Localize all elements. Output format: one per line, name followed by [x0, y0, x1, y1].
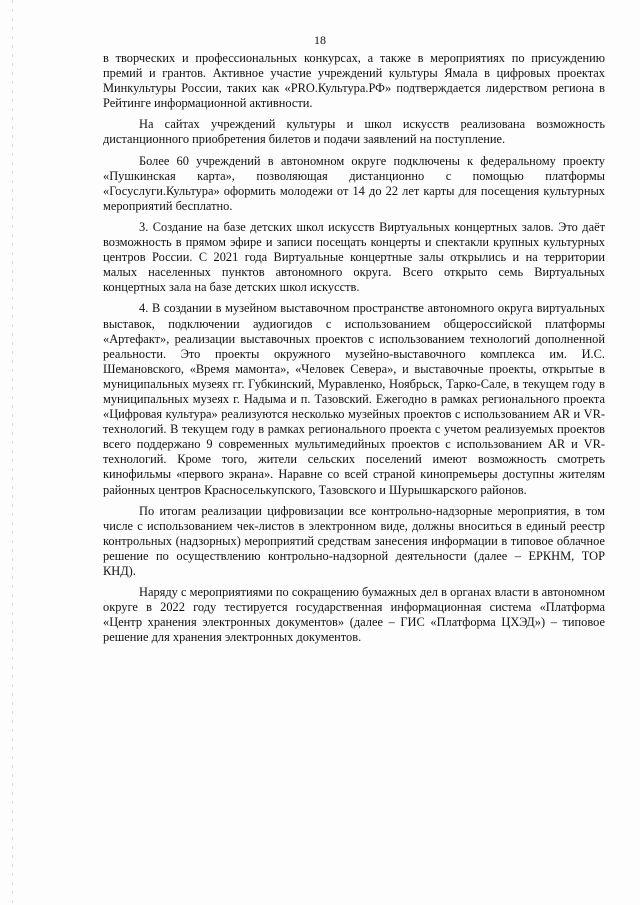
paragraph-7: Наряду с мероприятиями по сокращению бумажных дел в органах власти в автономном округе в 2022 году тестируется государственная информационная система «Платформа «Центр хранения электронных документов» (далее – ГИС «Платформа ЦХЭД») – типовое решение для хранения электронных документов.: [103, 585, 605, 645]
paragraph-6: По итогам реализации цифровизации все контрольно-надзорные мероприятия, в том числе с использованием чек-листов в электронном виде, должны вноситься в единый реестр контрольных (надзорных) мероприятий средствам занесения информации в типовое облачное решение по осуществлению контрольно-надзорной деятельности (далее – ЕРКНМ, ТОР КНД).: [103, 503, 605, 578]
paragraph-2: На сайтах учреждений культуры и школ искусств реализована возможность дистанционного приобретения билетов и подачи заявлений на поступление.: [103, 117, 605, 147]
paragraph-4: 3. Создание на базе детских школ искусств Виртуальных концертных залов. Это даёт возможность в прямом эфире и записи посещать концерты и спектакли крупных культурных центров России. С 2021 года Виртуальные концертные залы открылись и на территории малых населенных пунктов автономного округа. Всего открыто семь Виртуальных концертных зала на базе детских школ искусств.: [103, 219, 605, 295]
paragraph-1: в творческих и профессиональных конкурсах, а также в мероприятиях по присуждению премий и грантов. Активное участие учреждений культуры Ямала в цифровых проектах Минкультуры России, таких как «PRO.Культура.РФ» подтверждается лидерством региона в Рейтинге информационной активности.: [103, 51, 605, 111]
body-text: [103, 51, 605, 651]
paragraph-5: 4. В создании в музейном выставочном пространстве автономного округа виртуальных выставок, подключении аудиогидов с использованием общероссийской платформы «Артефакт», реализации выставочных проектов с использованием технологий дополненной реальности. Это проекты окружного музейно-выставочного комплекса им. И.С. Шемановского, «Время мамонта», «Человек Севера», и выставочные проекты, открытые в муниципальных музеях гг. Губкинский, Муравленко, Ноябрьск, Тарко-Сале, в текущем году в муниципальных музеях г. Надыма и п. Тазовский. Ежегодно в рамках регионального проекта «Цифровая культура» реализуются несколько музейных проектов с использованием AR и VR-технологий. В текущем году в рамках регионального проекта с учетом реализуемых проектов всего поддержано 9 современных мультимедийных проектов с использованием AR и VR-технологий. Кроме того, жители сельских поселений имеют возможность смотреть кинофильмы «первого экрана». Наравне со всей страной кинопремьеры доступны жителям районных центров Красноселькупского, Тазовского и Шурышкарского районов.: [103, 301, 605, 497]
page-number: 18: [314, 33, 326, 47]
paragraph-3: Более 60 учреждений в автономном округе подключены к федеральному проекту «Пушкинская карта», позволяющая дистанционно с помощью платформы «Госуслуги.Культура» оформить молодежи от 14 до 22 лет карты для посещения культурных мероприятий бесплатно.: [103, 153, 605, 213]
scan-edge-artifact: [12, 0, 13, 905]
